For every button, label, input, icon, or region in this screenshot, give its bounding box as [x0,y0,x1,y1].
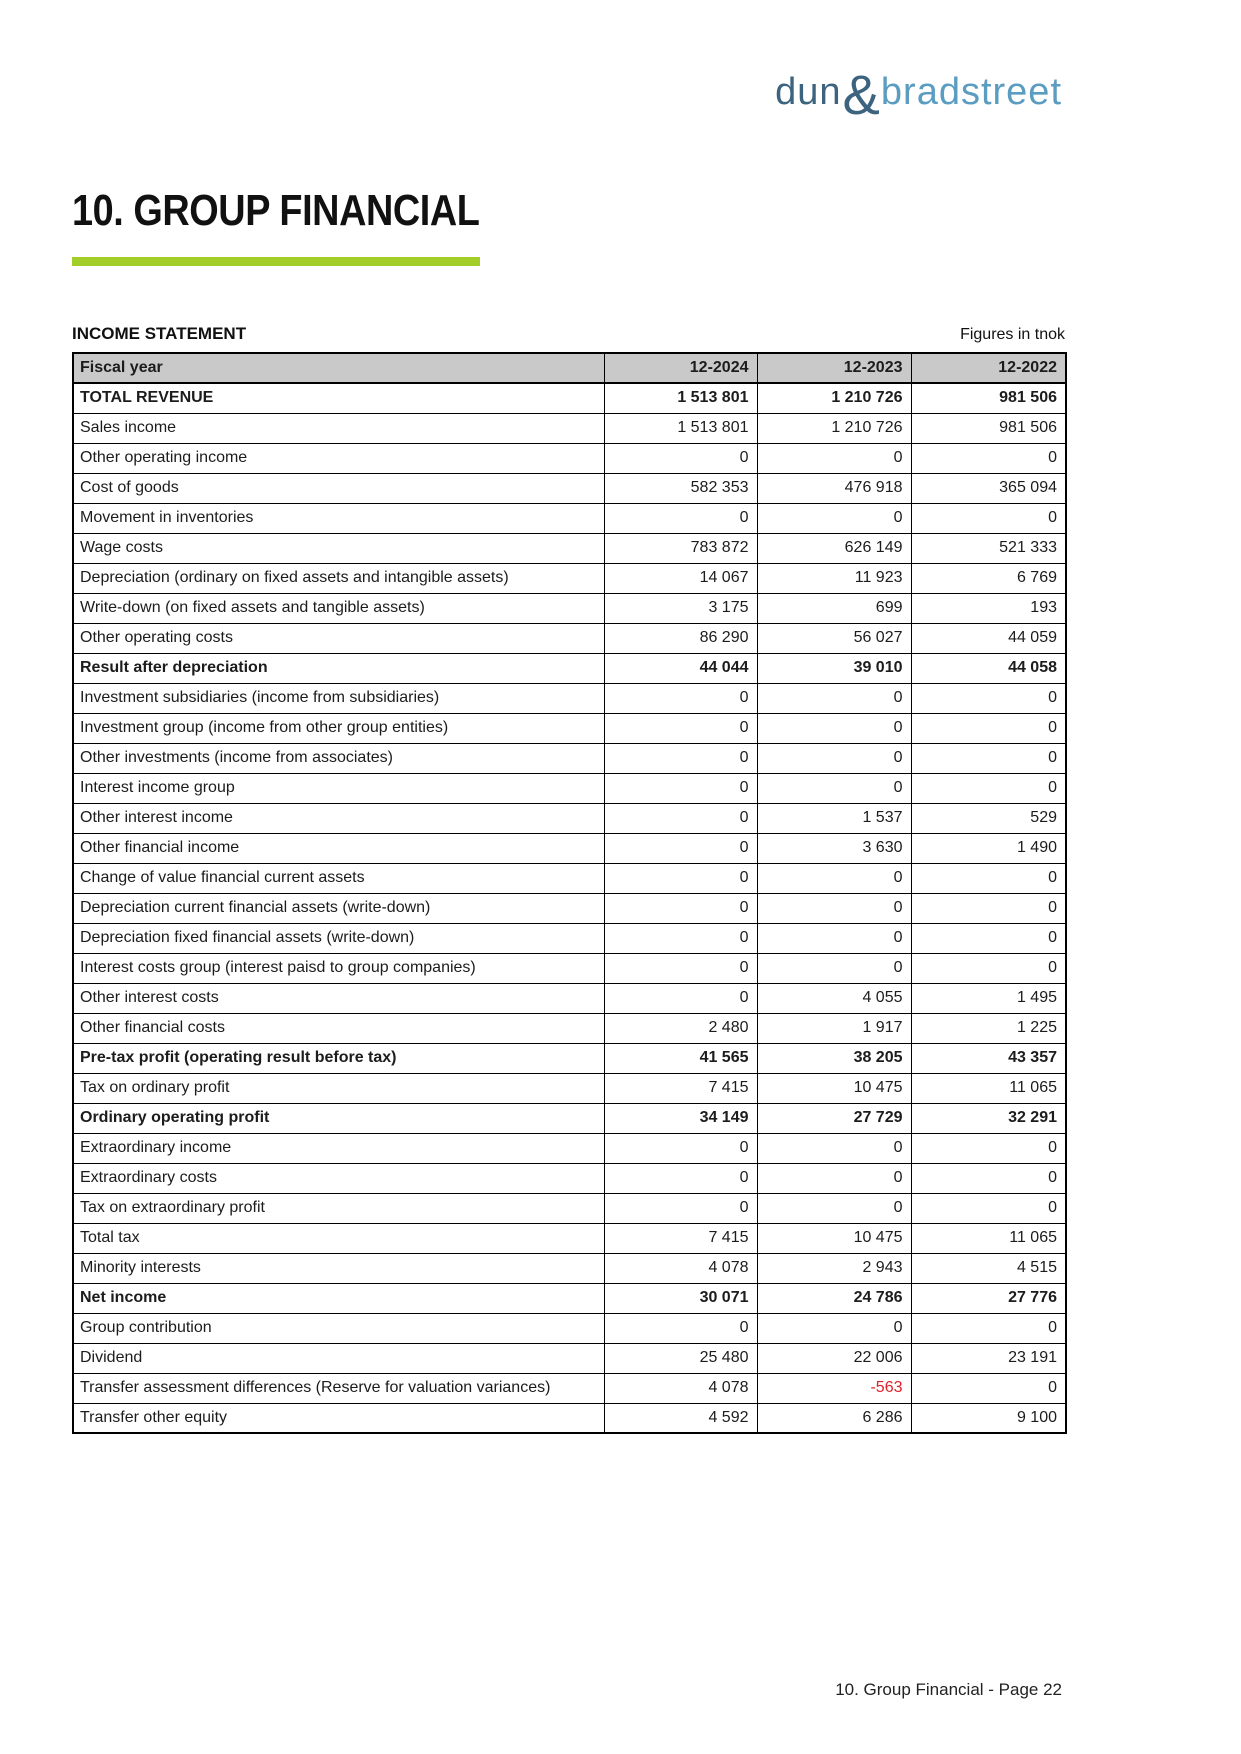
row-label: Extraordinary costs [73,1163,604,1193]
value-12-2022: 44 059 [911,623,1066,653]
row-label: Result after depreciation [73,653,604,683]
table-row [73,683,1066,713]
units-note: Figures in tnok [960,326,1065,343]
table-row [73,773,1066,803]
value-12-2023: 6 286 [757,1403,911,1433]
value-12-2024: 0 [604,503,757,533]
value-12-2023: 0 [757,923,911,953]
value-12-2022: 0 [911,713,1066,743]
value-12-2023: 476 918 [757,473,911,503]
table-row [73,1133,1066,1163]
table-row [73,1223,1066,1253]
value-12-2024: 1 513 801 [604,383,757,413]
value-12-2024: 30 071 [604,1283,757,1313]
row-label: Tax on ordinary profit [73,1073,604,1103]
value-12-2024: 0 [604,863,757,893]
row-label: Wage costs [73,533,604,563]
value-12-2024: 582 353 [604,473,757,503]
value-12-2024: 86 290 [604,623,757,653]
value-12-2023: 0 [757,863,911,893]
value-12-2023: 0 [757,443,911,473]
section-title: INCOME STATEMENT [72,324,247,343]
row-label: Depreciation (ordinary on fixed assets and intangible assets) [73,563,604,593]
value-12-2024: 4 078 [604,1373,757,1403]
value-12-2024: 0 [604,743,757,773]
value-12-2023: 22 006 [757,1343,911,1373]
table-row [73,653,1066,683]
value-12-2023: 699 [757,593,911,623]
row-label: Dividend [73,1343,604,1373]
dun-bradstreet-logo [775,63,1062,126]
table-row [73,1403,1066,1433]
logo-text-dun: dun [775,71,842,113]
value-12-2024: 34 149 [604,1103,757,1133]
value-12-2024: 0 [604,833,757,863]
value-12-2023: 0 [757,713,911,743]
table-row [73,593,1066,623]
value-12-2024: 0 [604,773,757,803]
page-footer: 10. Group Financial - Page 22 [835,1680,1062,1699]
table-row [73,563,1066,593]
value-12-2023: 24 786 [757,1283,911,1313]
header-col-2024: 12-2024 [604,353,757,383]
value-12-2023: 0 [757,1163,911,1193]
value-12-2024: 0 [604,683,757,713]
value-12-2023: 39 010 [757,653,911,683]
value-12-2022: 0 [911,1163,1066,1193]
value-12-2023: 27 729 [757,1103,911,1133]
value-12-2024: 0 [604,983,757,1013]
value-12-2024: 0 [604,953,757,983]
value-12-2022: 0 [911,1373,1066,1403]
table-row [73,1043,1066,1073]
income-statement-table [72,352,1067,1434]
row-label: Investment group (income from other group entities) [73,713,604,743]
row-label: Minority interests [73,1253,604,1283]
value-12-2024: 0 [604,893,757,923]
value-12-2022: 0 [911,923,1066,953]
value-12-2023: 626 149 [757,533,911,563]
table-row [73,413,1066,443]
table-row [73,1103,1066,1133]
row-label: TOTAL REVENUE [73,383,604,413]
page-title: 10. GROUP FINANCIAL [72,186,480,235]
value-12-2022: 0 [911,1193,1066,1223]
value-12-2023: 0 [757,953,911,983]
row-label: Investment subsidiaries (income from subsidiaries) [73,683,604,713]
value-12-2023: 1 537 [757,803,911,833]
value-12-2023: 1 210 726 [757,383,911,413]
value-12-2023: 11 923 [757,563,911,593]
value-12-2024: 7 415 [604,1223,757,1253]
ampersand-icon: & [842,63,880,126]
value-12-2024: 44 044 [604,653,757,683]
value-12-2023: 0 [757,1313,911,1343]
value-12-2022: 0 [911,863,1066,893]
row-label: Depreciation fixed financial assets (write-down) [73,923,604,953]
value-12-2022: 1 495 [911,983,1066,1013]
value-12-2022: 0 [911,743,1066,773]
row-label: Extraordinary income [73,1133,604,1163]
value-12-2022: 193 [911,593,1066,623]
value-12-2022: 23 191 [911,1343,1066,1373]
value-12-2022: 6 769 [911,563,1066,593]
header-col-2023: 12-2023 [757,353,911,383]
row-label: Total tax [73,1223,604,1253]
value-12-2024: 0 [604,1313,757,1343]
table-row [73,1163,1066,1193]
value-12-2022: 9 100 [911,1403,1066,1433]
value-12-2023: 1 917 [757,1013,911,1043]
value-12-2024: 4 592 [604,1403,757,1433]
title-accent-bar [72,257,480,266]
row-label: Other financial costs [73,1013,604,1043]
value-12-2023: -563 [757,1373,911,1403]
value-12-2024: 0 [604,923,757,953]
value-12-2023: 1 210 726 [757,413,911,443]
value-12-2024: 0 [604,713,757,743]
value-12-2023: 0 [757,683,911,713]
value-12-2022: 981 506 [911,383,1066,413]
table-row [73,713,1066,743]
value-12-2022: 0 [911,503,1066,533]
row-label: Transfer assessment differences (Reserve for valuation variances) [73,1373,604,1403]
value-12-2024: 783 872 [604,533,757,563]
row-label: Ordinary operating profit [73,1103,604,1133]
value-12-2023: 4 055 [757,983,911,1013]
value-12-2023: 10 475 [757,1073,911,1103]
table-row [73,1253,1066,1283]
value-12-2022: 0 [911,443,1066,473]
table-row [73,1193,1066,1223]
value-12-2022: 0 [911,1313,1066,1343]
row-label: Net income [73,1283,604,1313]
income-statement-table-wrap [72,352,1065,1434]
table-row [73,1283,1066,1313]
table-row [73,533,1066,563]
row-label: Other operating costs [73,623,604,653]
table-row [73,1373,1066,1403]
value-12-2024: 7 415 [604,1073,757,1103]
table-row [73,1073,1066,1103]
value-12-2023: 3 630 [757,833,911,863]
row-label: Other interest costs [73,983,604,1013]
value-12-2022: 44 058 [911,653,1066,683]
row-label: Sales income [73,413,604,443]
row-label: Transfer other equity [73,1403,604,1433]
value-12-2024: 0 [604,1133,757,1163]
value-12-2023: 0 [757,1193,911,1223]
table-row [73,503,1066,533]
row-label: Other operating income [73,443,604,473]
row-label: Movement in inventories [73,503,604,533]
row-label: Cost of goods [73,473,604,503]
row-label: Tax on extraordinary profit [73,1193,604,1223]
value-12-2023: 2 943 [757,1253,911,1283]
value-12-2024: 3 175 [604,593,757,623]
income-table-body [73,383,1066,1433]
value-12-2022: 0 [911,1133,1066,1163]
table-row [73,383,1066,413]
logo-text-bradstreet: bradstreet [880,71,1062,113]
value-12-2022: 11 065 [911,1073,1066,1103]
value-12-2024: 4 078 [604,1253,757,1283]
value-12-2024: 1 513 801 [604,413,757,443]
value-12-2022: 11 065 [911,1223,1066,1253]
row-label: Other financial income [73,833,604,863]
value-12-2024: 0 [604,1193,757,1223]
value-12-2022: 0 [911,773,1066,803]
table-row [73,443,1066,473]
value-12-2024: 14 067 [604,563,757,593]
value-12-2023: 0 [757,893,911,923]
value-12-2023: 38 205 [757,1043,911,1073]
table-row [73,1313,1066,1343]
header-col-2022: 12-2022 [911,353,1066,383]
row-label: Interest income group [73,773,604,803]
row-label: Group contribution [73,1313,604,1343]
value-12-2022: 0 [911,953,1066,983]
table-row [73,473,1066,503]
table-row [73,623,1066,653]
value-12-2023: 10 475 [757,1223,911,1253]
table-row [73,893,1066,923]
table-row [73,953,1066,983]
value-12-2022: 27 776 [911,1283,1066,1313]
table-row [73,863,1066,893]
row-label: Pre-tax profit (operating result before tax) [73,1043,604,1073]
value-12-2022: 0 [911,893,1066,923]
row-label: Depreciation current financial assets (write-down) [73,893,604,923]
value-12-2023: 0 [757,773,911,803]
value-12-2023: 0 [757,743,911,773]
value-12-2024: 0 [604,803,757,833]
table-row [73,923,1066,953]
value-12-2022: 521 333 [911,533,1066,563]
value-12-2024: 0 [604,1163,757,1193]
value-12-2024: 25 480 [604,1343,757,1373]
value-12-2023: 56 027 [757,623,911,653]
table-row [73,833,1066,863]
table-header-row [73,353,1066,383]
row-label: Change of value financial current assets [73,863,604,893]
value-12-2023: 0 [757,1133,911,1163]
value-12-2024: 41 565 [604,1043,757,1073]
section-heading-row [72,324,1065,344]
header-fiscal-year: Fiscal year [73,353,604,383]
value-12-2022: 529 [911,803,1066,833]
row-label: Interest costs group (interest paisd to group companies) [73,953,604,983]
row-label: Other investments (income from associates) [73,743,604,773]
table-row [73,803,1066,833]
table-row [73,983,1066,1013]
value-12-2022: 1 225 [911,1013,1066,1043]
value-12-2022: 981 506 [911,413,1066,443]
value-12-2023: 0 [757,503,911,533]
value-12-2022: 1 490 [911,833,1066,863]
value-12-2024: 0 [604,443,757,473]
table-row [73,743,1066,773]
value-12-2024: 2 480 [604,1013,757,1043]
value-12-2022: 4 515 [911,1253,1066,1283]
row-label: Other interest income [73,803,604,833]
value-12-2022: 0 [911,683,1066,713]
table-row [73,1343,1066,1373]
value-12-2022: 32 291 [911,1103,1066,1133]
value-12-2022: 365 094 [911,473,1066,503]
row-label: Write-down (on fixed assets and tangible assets) [73,593,604,623]
table-row [73,1013,1066,1043]
value-12-2022: 43 357 [911,1043,1066,1073]
